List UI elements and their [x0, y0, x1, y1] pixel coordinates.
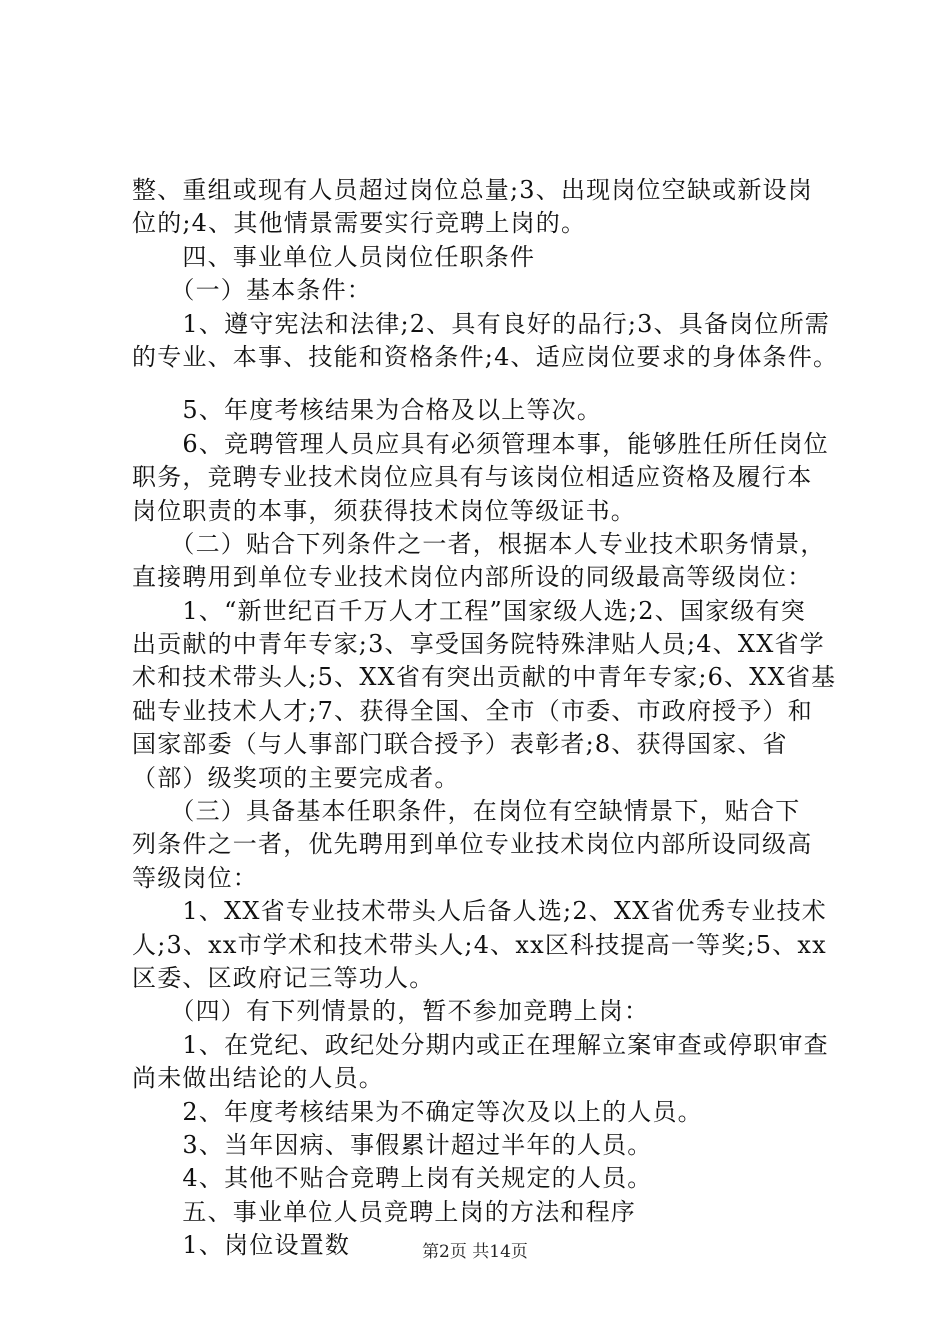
text-line: 整、重组或现有人员超过岗位总量;3、出现岗位空缺或新设岗	[132, 176, 813, 204]
text-line: 位的;4、其他情景需要实行竞聘上岗的。	[132, 209, 587, 238]
text-line: 6、竞聘管理人员应具有必须管理本事，能够胜任所任岗位	[132, 429, 829, 458]
text-line: 础专业技术人才;7、获得全国、全市（市委、市政府授予）和	[132, 696, 813, 725]
text-line: 等级岗位：	[132, 863, 258, 892]
text-line: 列条件之一者，优先聘用到单位专业技术岗位内部所设同级高	[132, 830, 813, 859]
text-line: 四、事业单位人员岗位任职条件	[132, 242, 536, 271]
text-line: 1、在党纪、政纪处分期内或正在理解立案审查或停职审查	[132, 1030, 829, 1059]
text-line: （部）级奖项的主要完成者。	[132, 763, 460, 792]
text-line: 术和技术带头人;5、XX省有突出贡献的中青年专家;6、XX省基	[132, 663, 837, 692]
text-line: （一）基本条件：	[132, 276, 372, 305]
text-line: 出贡献的中青年专家;3、享受国务院特殊津贴人员;4、XX省学	[132, 630, 825, 659]
text-line: 1、遵守宪法和法律;2、具有良好的品行;3、具备岗位所需	[132, 309, 830, 338]
text-line: 2、年度考核结果为不确定等次及以上的人员。	[132, 1097, 703, 1126]
text-line: 1、XX省专业技术带头人后备人选;2、XX省优秀专业技术	[132, 897, 827, 926]
text-line: 区委、区政府记三等功人。	[132, 963, 435, 992]
text-line: 的专业、本事、技能和资格条件;4、适应岗位要求的身体条件。	[132, 342, 839, 371]
text-line: （二）贴合下列条件之一者，根据本人专业技术职务情景，	[132, 529, 826, 558]
text-line: 岗位职责的本事，须获得技术岗位等级证书。	[132, 496, 636, 525]
text-line: 3、当年因病、事假累计超过半年的人员。	[132, 1130, 653, 1159]
paragraph-gap	[132, 374, 852, 394]
text-line: 职务，竞聘专业技术岗位应具有与该岗位相适应资格及履行本	[132, 463, 813, 492]
text-line: 1、“新世纪百千万人才工程”国家级人选;2、国家级有突	[132, 596, 806, 625]
page-footer: 第2页 共14页	[422, 1242, 528, 1262]
text-line: 4、其他不贴合竞聘上岗有关规定的人员。	[132, 1164, 653, 1193]
text-line: （三）具备基本任职条件，在岗位有空缺情景下，贴合下	[132, 797, 801, 826]
text-line: 尚未做出结论的人员。	[132, 1064, 384, 1093]
document-body	[132, 174, 852, 1263]
text-line: 人;3、xx市学术和技术带头人;4、xx区科技提高一等奖;5、xx	[132, 930, 827, 959]
text-line: 5、年度考核结果为合格及以上等次。	[132, 396, 603, 425]
text-line: 直接聘用到单位专业技术岗位内部所设的同级最高等级岗位：	[132, 563, 813, 592]
text-line: （四）有下列情景的，暂不参加竞聘上岗：	[132, 997, 650, 1026]
text-line: 国家部委（与人事部门联合授予）表彰者;8、获得国家、省	[132, 730, 788, 759]
text-line: 五、事业单位人员竞聘上岗的方法和程序	[132, 1197, 636, 1226]
text-line: 1、岗位设置数	[132, 1231, 351, 1260]
